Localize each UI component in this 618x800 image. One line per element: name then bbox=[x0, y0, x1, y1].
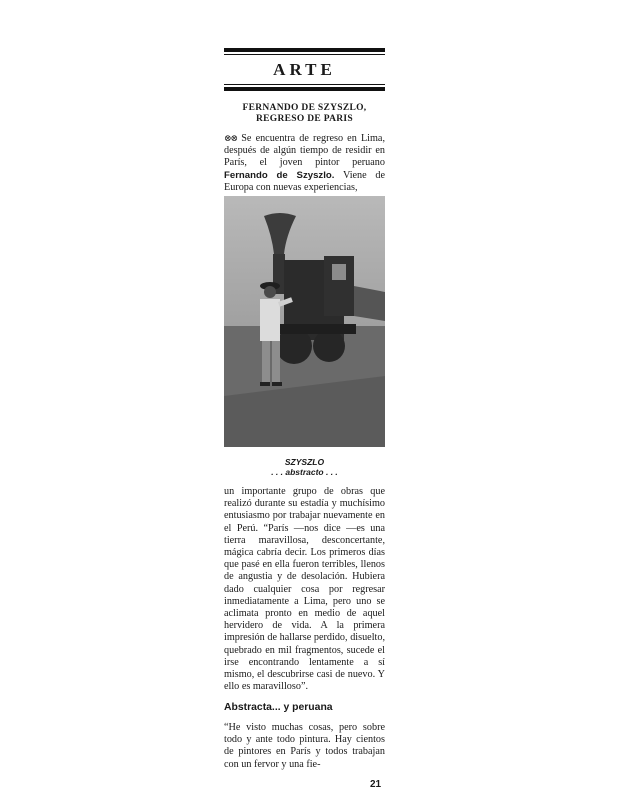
bottom-rule-thin bbox=[224, 84, 385, 85]
caption-subtitle: . . . abstracto . . . bbox=[271, 467, 338, 477]
artist-name: Fernando de Szyszlo. bbox=[224, 169, 335, 181]
headline-line-1: FERNANDO DE SZYSZLO, bbox=[242, 103, 367, 113]
article-subhead: Abstracta... y peruana bbox=[224, 702, 333, 713]
article-body-continued: “He visto muchas cosas, pero sobre todo y ante todo pintura. Hay cientos de pintores en París y todos trabajan con un fervor y una fie- bbox=[224, 722, 385, 770]
caption-name: SZYSZLO bbox=[284, 457, 325, 467]
article-photo bbox=[224, 196, 385, 447]
article-intro bbox=[224, 132, 385, 194]
page-number: 21 bbox=[370, 779, 382, 790]
article-headline bbox=[224, 103, 385, 125]
bottom-rule-thick bbox=[224, 87, 385, 91]
photo-caption bbox=[224, 457, 385, 477]
intro-text-before: Se encuentra de regreso en Lima, después de algún tiempo de residir en París, el joven pintor peruano bbox=[224, 133, 385, 169]
intro-text-after: Viene de Europa con nuevas experiencias, bbox=[224, 169, 385, 193]
article-body: un importante grupo de obras que realizó durante su estadía y muchísimo entusiasmo por trabajar nuevamente en el Perú. “París —nos dice —es una tierra maravillosa, desconcertante, mágica cabría decir. Los primeros días que pasé en ella fueron terribles, llenos de angustia y de desolación. Hubiera dado cualquier cosa por regresar inmediatamente a Lima, pero uno se aclimata pronto en medio de aquel hervidero de vida. A la primera impresión de hallarse perdido, disuelto, quebrado en mil fragmentos, sucede el irse encontrando lentamente a sí mismo, el descubrirse casi de nuevo. Y ello es maravilloso”. bbox=[224, 486, 385, 693]
top-rule-thin bbox=[224, 54, 385, 55]
top-rule-thick bbox=[224, 48, 385, 52]
headline-line-2: REGRESO DE PARIS bbox=[255, 114, 353, 124]
section-title: ARTE bbox=[273, 60, 336, 79]
photo-image bbox=[224, 196, 385, 447]
lead-ornament: ⊗⊗ bbox=[224, 133, 238, 143]
